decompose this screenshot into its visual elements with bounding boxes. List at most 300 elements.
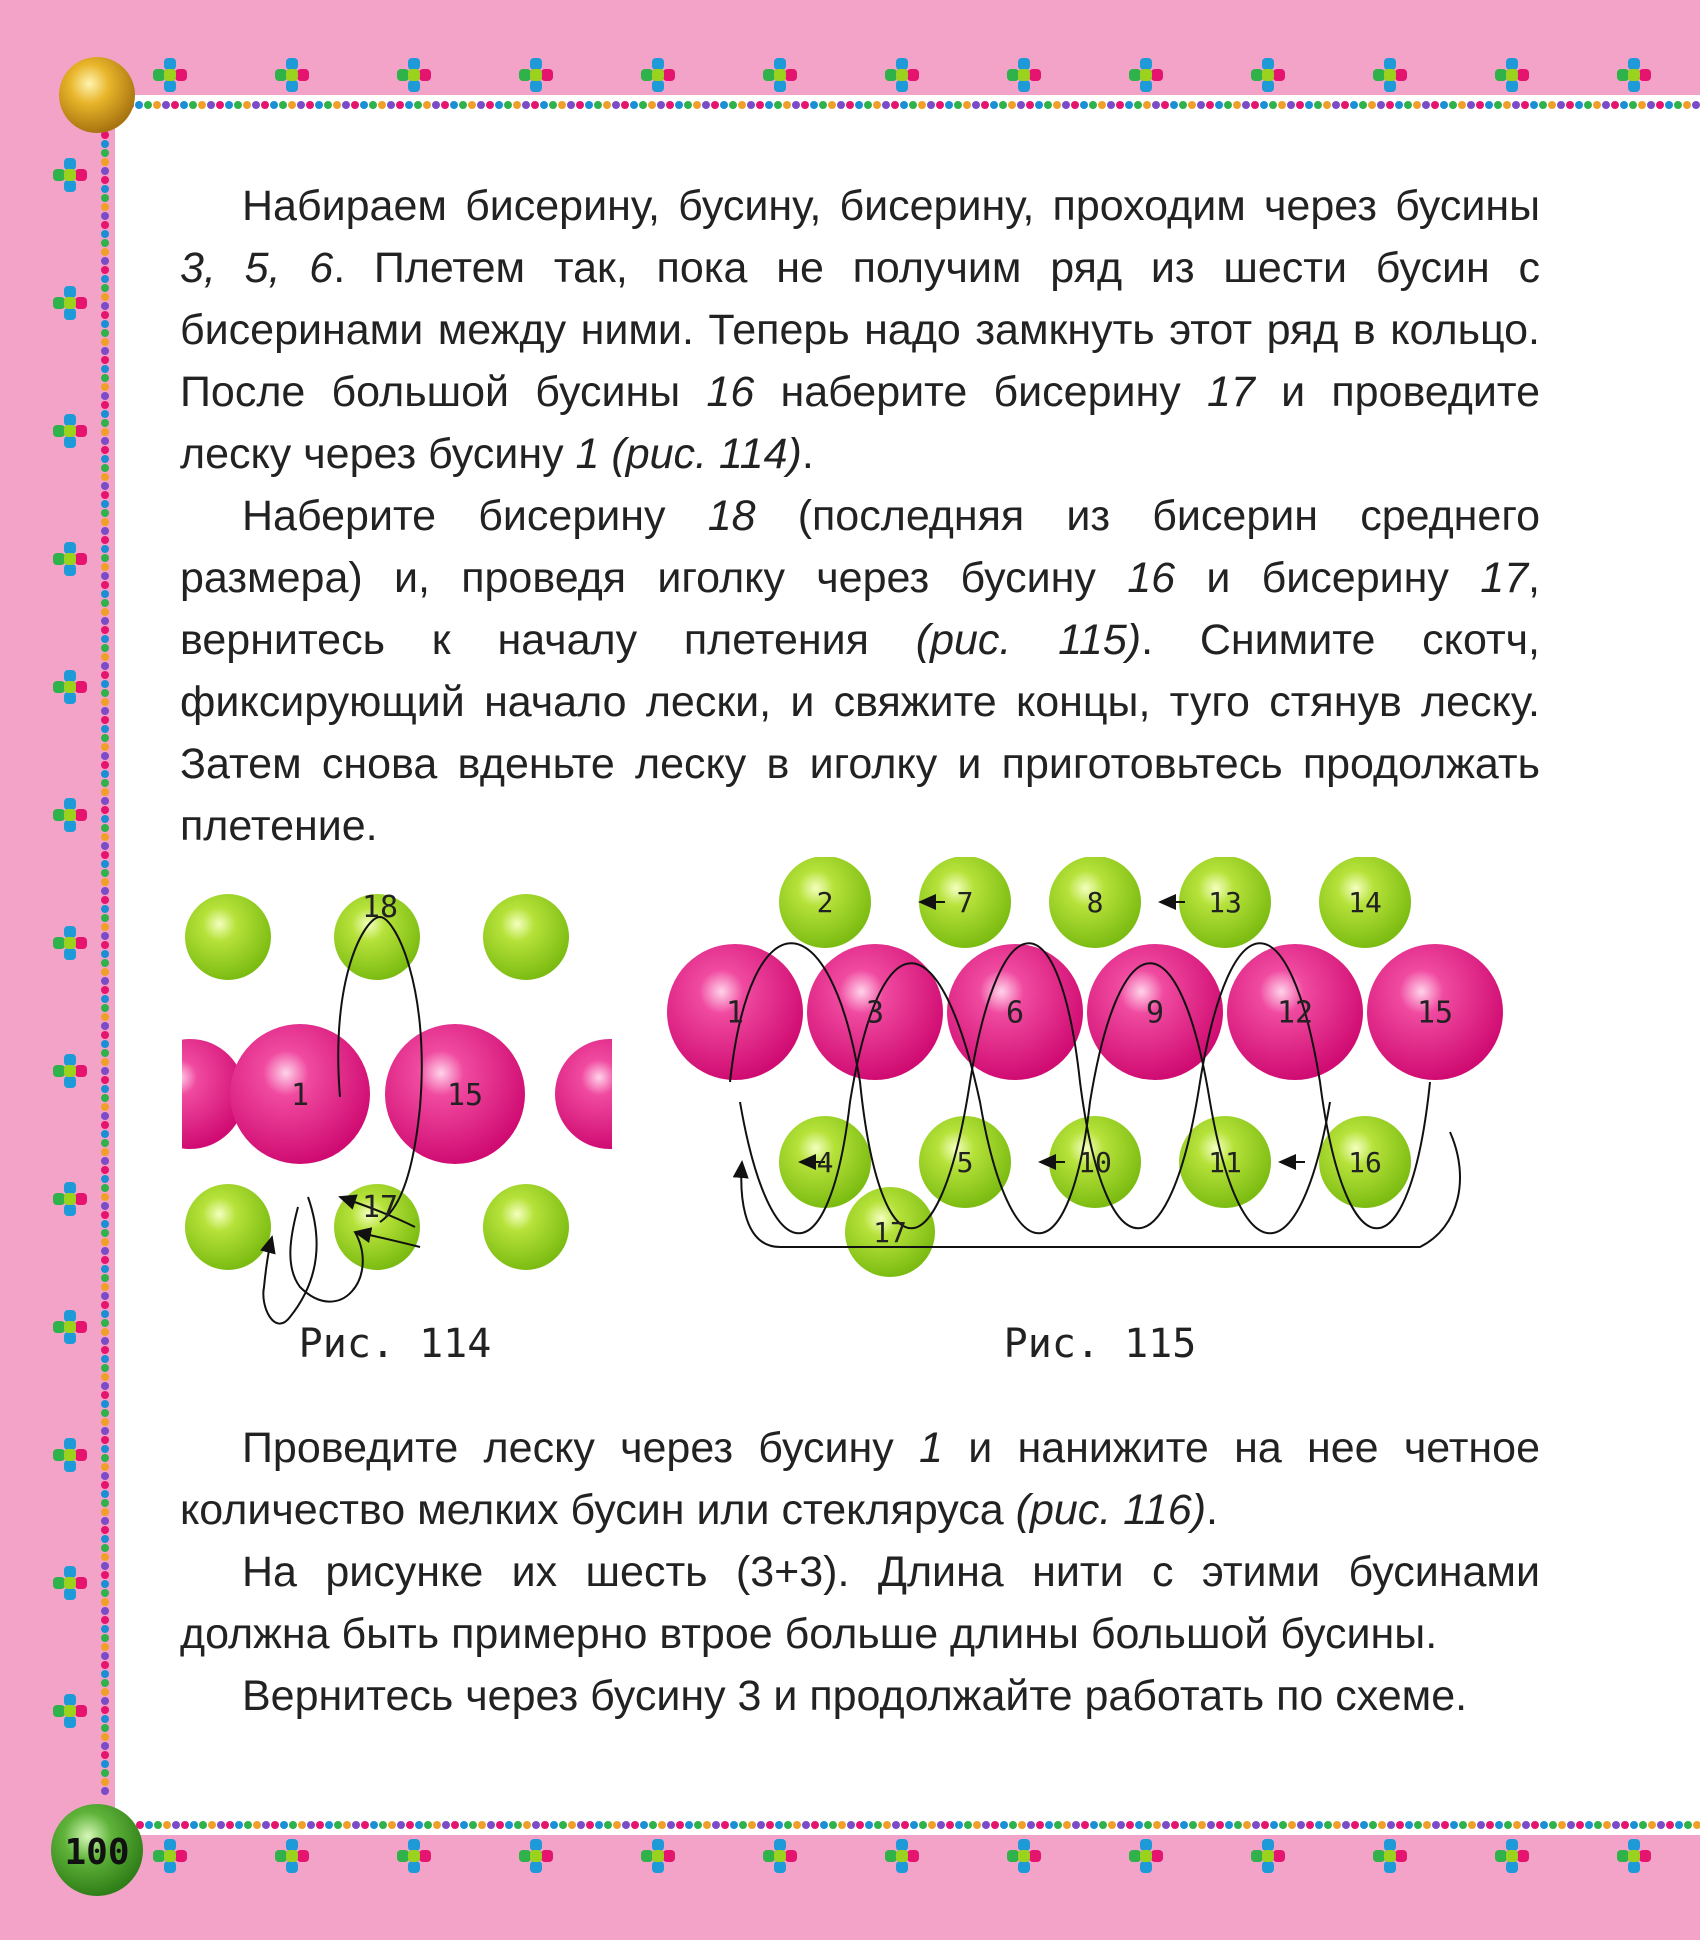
border-seed-bead [101,1157,109,1165]
border-bead [419,69,431,81]
border-bead [286,80,298,92]
border-seed-bead [101,1238,109,1246]
border-seed-bead [101,1121,109,1129]
border-bead [53,1705,65,1717]
border-seed-bead [101,1508,109,1516]
border-bead [774,80,786,92]
border-seed-bead [1143,101,1151,109]
border-seed-bead [361,1821,369,1829]
border-seed-bead [101,914,109,922]
border-seed-bead [774,101,782,109]
border-bead [907,1850,919,1862]
border-bead [1262,1850,1274,1862]
border-seed-bead [1629,101,1637,109]
label-17: 17 [361,1190,399,1225]
border-seed-bead [101,473,109,481]
border-bead [286,1861,298,1873]
border-seed-bead [101,806,109,814]
border-seed-bead [1413,101,1421,109]
border-seed-bead [469,1821,477,1829]
border-seed-bead [298,1821,306,1829]
border-seed-bead [991,1821,999,1829]
border-bead [1495,69,1507,81]
border-seed-bead [101,761,109,769]
border-seed-bead [639,101,647,109]
border-seed-bead [1485,101,1493,109]
border-seed-bead [101,815,109,823]
border-seed-bead [101,1112,109,1120]
border-seed-bead [101,419,109,427]
caption-114: Рис. 114 [298,1321,492,1367]
border-seed-bead [1441,1821,1449,1829]
border-seed-bead [101,1364,109,1372]
border-seed-bead [101,1247,109,1255]
border-seed-bead [1360,1821,1368,1829]
border-seed-bead [101,1409,109,1417]
border-seed-bead [766,1821,774,1829]
border-seed-bead [1423,1821,1431,1829]
border-bead [1384,58,1396,70]
emphasis-text: 1 [919,1424,943,1472]
paragraph [180,175,1540,485]
border-seed-bead [144,101,152,109]
border-bead [896,1861,908,1873]
border-seed-bead [101,464,109,472]
border-bead [53,809,65,821]
border-seed-bead [1683,101,1691,109]
text-block-bottom [180,1417,1540,1727]
border-seed-bead [199,1821,207,1829]
border-bead [1251,69,1263,81]
border-bead [64,553,76,565]
border-seed-bead [101,392,109,400]
border-seed-bead [406,1821,414,1829]
border-bead [64,1705,76,1717]
border-seed-bead [486,101,494,109]
border-seed-bead [198,101,206,109]
border-seed-bead [694,1821,702,1829]
emphasis-text: (рис. 115) [915,616,1142,664]
border-seed-bead [1647,101,1655,109]
border-seed-bead [101,1229,109,1237]
border-seed-bead [101,1706,109,1714]
border-seed-bead [1152,101,1160,109]
border-seed-bead [658,1821,666,1829]
border-seed-bead [101,1589,109,1597]
bead-small-bottom-label: 11 [1208,1145,1242,1179]
border-seed-bead [244,1821,252,1829]
border-seed-bead [101,1688,109,1696]
border-seed-bead [101,563,109,571]
border-bead [641,69,653,81]
border-seed-bead [1062,101,1070,109]
border-seed-bead [945,101,953,109]
border-seed-bead [450,101,458,109]
border-bead [64,1076,76,1088]
text-segment: Набираем бисерину, бусину, бисерину, проходим через бусины [242,182,1540,230]
border-seed-bead [101,383,109,391]
border-bead [1628,69,1640,81]
border-seed-bead [757,1821,765,1829]
border-bead [1384,69,1396,81]
border-seed-bead [101,1580,109,1588]
border-seed-bead [1611,101,1619,109]
border-seed-bead [101,437,109,445]
bead-small [185,894,271,980]
border-seed-bead [603,101,611,109]
border-bead [1395,69,1407,81]
border-seed-bead [1602,101,1610,109]
border-seed-bead [946,1821,954,1829]
border-seed-bead [522,101,530,109]
border-seed-bead [820,1821,828,1829]
border-bead [1140,58,1152,70]
border-seed-bead [432,101,440,109]
border-seed-bead [604,1821,612,1829]
border-seed-bead [101,1346,109,1354]
border-seed-bead [325,1821,333,1829]
page-content [180,175,1540,1727]
border-seed-bead [101,1490,109,1498]
border-seed-bead [1054,1821,1062,1829]
border-seed-bead [101,446,109,454]
border-seed-bead [541,1821,549,1829]
border-seed-bead [101,311,109,319]
border-bead [530,69,542,81]
border-seed-bead [1432,1821,1440,1829]
border-seed-bead [101,1022,109,1030]
border-seed-bead [315,101,323,109]
border-bead [64,425,76,437]
border-seed-bead [504,101,512,109]
border-seed-bead [1216,1821,1224,1829]
border-seed-bead [101,347,109,355]
border-seed-bead [1674,101,1682,109]
border-bead [1251,1850,1263,1862]
border-seed-bead [1585,1821,1593,1829]
border-seed-bead [460,1821,468,1829]
border-seed-bead [370,1821,378,1829]
emphasis-text: 17 [1480,554,1529,602]
border-bead [1373,69,1385,81]
border-seed-bead [101,905,109,913]
border-bead [75,1577,87,1589]
border-seed-bead [405,101,413,109]
border-seed-bead [101,1031,109,1039]
border-seed-bead [101,1787,109,1795]
border-seed-bead [1621,1821,1629,1829]
border-seed-bead [442,1821,450,1829]
border-seed-bead [101,626,109,634]
emphasis-text: 16 [706,368,755,416]
border-bead [885,69,897,81]
border-seed-bead [101,662,109,670]
border-seed-bead [1684,1821,1692,1829]
border-seed-bead [101,1391,109,1399]
border-seed-bead [613,1821,621,1829]
border-seed-bead [829,1821,837,1829]
border-bead [53,1193,65,1205]
border-seed-bead [802,1821,810,1829]
border-seed-bead [1000,1821,1008,1829]
border-seed-bead [101,752,109,760]
text-segment: . Плетем так, пока не получим ряд из шести бусин с бисеринами между ними. Теперь надо замкнуть этот ряд в кольцо. После большой бусины [180,244,1541,416]
border-seed-bead [1342,1821,1350,1829]
border-bead [64,681,76,693]
border-seed-bead [101,1679,109,1687]
border-seed-bead [1126,1821,1134,1829]
border-seed-bead [1387,1821,1395,1829]
border-seed-bead [1584,101,1592,109]
border-bead [896,80,908,92]
border-seed-bead [721,1821,729,1829]
border-seed-bead [1324,1821,1332,1829]
border-seed-bead [101,1175,109,1183]
border-bead [1029,69,1041,81]
border-seed-bead [433,1821,441,1829]
border-seed-bead [101,779,109,787]
border-bead [64,1716,76,1728]
border-seed-bead [1566,101,1574,109]
border-bead [53,1321,65,1333]
border-bead [1517,69,1529,81]
border-seed-bead [1261,1821,1269,1829]
border-bead [75,425,87,437]
border-seed-bead [531,101,539,109]
border-seed-bead [101,1013,109,1021]
border-seed-bead [101,401,109,409]
bead-small-bottom-label: 16 [1348,1145,1382,1179]
border-seed-bead [101,1337,109,1345]
border-seed-bead [101,1607,109,1615]
border-bead [896,1850,908,1862]
border-seed-bead [280,1821,288,1829]
border-bead [1506,1850,1518,1862]
border-seed-bead [1297,1821,1305,1829]
border-bead [785,1850,797,1862]
border-seed-bead [451,1821,459,1829]
border-seed-bead [927,101,935,109]
border-seed-bead [1162,1821,1170,1829]
border-seed-bead [101,995,109,1003]
bead-small [483,1184,569,1270]
border-seed-bead [101,617,109,625]
bead-small-top-label: 8 [1086,885,1104,919]
bead-small [185,1184,271,1270]
border-seed-bead [1639,1821,1647,1829]
border-seed-bead [864,101,872,109]
border-bead [64,1588,76,1600]
bead-small-top-label: 13 [1208,885,1242,919]
border-seed-bead [1251,101,1259,109]
border-bead [53,297,65,309]
border-bead [1262,69,1274,81]
border-seed-bead [1080,101,1088,109]
border-seed-bead [101,1301,109,1309]
border-seed-bead [1549,1821,1557,1829]
text-segment: (последняя из бисерин среднего размера) и, проведя иголку через бусину [180,492,1540,602]
border-seed-bead [172,1821,180,1829]
border-bead [153,1850,165,1862]
border-seed-bead [846,101,854,109]
border-bead [1151,69,1163,81]
border-bead [64,670,76,682]
border-seed-bead [1108,1821,1116,1829]
border-seed-bead [1018,1821,1026,1829]
text-segment: , вернитесь к началу плетения [180,554,1540,664]
border-seed-bead [101,1382,109,1390]
border-seed-bead [101,1697,109,1705]
border-seed-bead [101,194,109,202]
border-bead [896,58,908,70]
text-segment: наберите бисерину [754,368,1207,416]
border-seed-bead [101,689,109,697]
border-seed-bead [666,101,674,109]
border-bead [1506,80,1518,92]
border-seed-bead [101,1526,109,1534]
border-bead [397,1850,409,1862]
border-seed-bead [477,101,485,109]
border-seed-bead [1134,101,1142,109]
border-bead [408,58,420,70]
border-seed-bead [101,455,109,463]
border-bead [64,1332,76,1344]
border-bead [53,553,65,565]
border-seed-bead [135,101,143,109]
border-bead [164,1861,176,1873]
border-seed-bead [190,1821,198,1829]
border-seed-bead [101,878,109,886]
border-seed-bead [487,1821,495,1829]
border-bead [75,297,87,309]
text-segment: и бисерину [1175,554,1481,602]
border-seed-bead [595,1821,603,1829]
border-seed-bead [101,509,109,517]
border-seed-bead [101,1517,109,1525]
border-seed-bead [1314,101,1322,109]
border-seed-bead [101,671,109,679]
border-seed-bead [810,101,818,109]
border-seed-bead [289,1821,297,1829]
emphasis-text: (рис. 116) [1015,1486,1207,1534]
border-seed-bead [101,860,109,868]
border-seed-bead [316,1821,324,1829]
border-seed-bead [101,1769,109,1777]
border-seed-bead [101,1139,109,1147]
border-seed-bead [856,1821,864,1829]
border-seed-bead [369,101,377,109]
border-seed-bead [101,824,109,832]
border-seed-bead [1072,1821,1080,1829]
border-bead [164,58,176,70]
border-bead [1628,80,1640,92]
emphasis-text: 3, 5, 6 [180,244,334,292]
border-seed-bead [101,185,109,193]
border-seed-bead [163,1821,171,1829]
border-seed-bead [1332,101,1340,109]
border-bead [53,681,65,693]
border-seed-bead [388,1821,396,1829]
border-seed-bead [1666,1821,1674,1829]
border-seed-bead [973,1821,981,1829]
border-bead [1628,1839,1640,1851]
border-seed-bead [568,1821,576,1829]
emphasis-text: 17 [1207,368,1255,416]
border-seed-bead [271,1821,279,1829]
border-seed-bead [101,1058,109,1066]
border-bead [1140,69,1152,81]
border-seed-bead [378,101,386,109]
border-bead [774,1850,786,1862]
border-seed-bead [101,1220,109,1228]
border-seed-bead [594,101,602,109]
border-seed-bead [891,101,899,109]
border-seed-bead [307,1821,315,1829]
border-seed-bead [1045,1821,1053,1829]
border-seed-bead [1008,101,1016,109]
label-18: 18 [361,890,399,925]
border-bead [1506,58,1518,70]
border-seed-bead [720,101,728,109]
border-seed-bead [101,923,109,931]
border-seed-bead [837,101,845,109]
border-seed-bead [101,1724,109,1732]
border-bead [64,1054,76,1066]
border-seed-bead [513,101,521,109]
border-seed-bead [1260,101,1268,109]
border-seed-bead [342,101,350,109]
border-bead [1262,1839,1274,1851]
border-seed-bead [1512,101,1520,109]
border-bead [519,69,531,81]
border-bead [530,58,542,70]
border-seed-bead [1530,101,1538,109]
border-seed-bead [523,1821,531,1829]
border-bead [1018,1850,1030,1862]
border-seed-bead [550,1821,558,1829]
border-seed-bead [101,608,109,616]
border-bead [541,69,553,81]
border-seed-bead [711,101,719,109]
border-seed-bead [101,518,109,526]
border-seed-bead [558,101,566,109]
border-bead [774,1839,786,1851]
border-bead [1628,1861,1640,1873]
border-seed-bead [1414,1821,1422,1829]
bead-big-label: 1 [725,995,745,1031]
border-seed-bead [101,1328,109,1336]
border-bead [519,1850,531,1862]
border-seed-bead [324,101,332,109]
border-seed-bead [892,1821,900,1829]
border-seed-bead [1270,1821,1278,1829]
figure-row [180,857,1540,1417]
border-seed-bead [910,1821,918,1829]
border-seed-bead [1341,101,1349,109]
border-bead [1384,1861,1396,1873]
border-bead [1506,1861,1518,1873]
border-bead [1007,69,1019,81]
border-seed-bead [918,101,926,109]
border-bead [64,948,76,960]
border-seed-bead [101,635,109,643]
border-bead [64,1321,76,1333]
border-seed-bead [101,698,109,706]
border-seed-bead [1638,101,1646,109]
bead-small-top-label: 14 [1348,885,1382,919]
border-seed-bead [964,1821,972,1829]
border-seed-bead [1440,101,1448,109]
